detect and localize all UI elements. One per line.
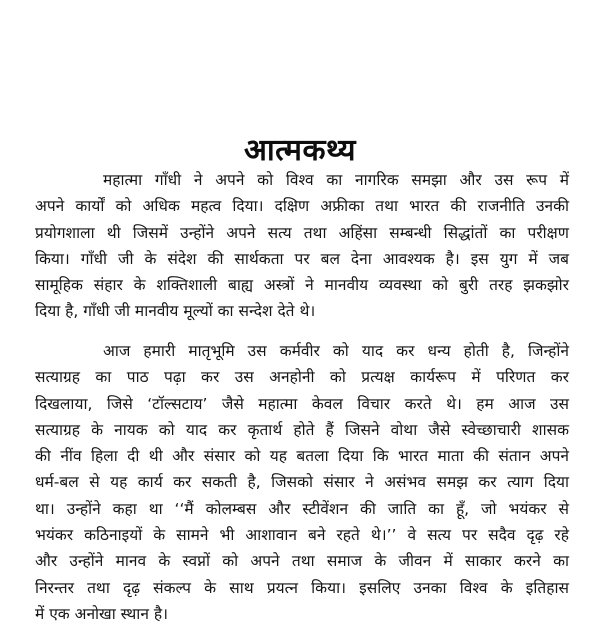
text-line: दिया है, गाँधी जी मानवीय मूल्यों का सन्देश देते थे। — [35, 302, 316, 321]
text-line: की नींव हिला दी थी और संसार को यह बतला दिया कि भारत माता की संतान अपने — [35, 447, 569, 466]
text-line: और उन्होंने मानव के स्वप्नों को अपने तथा समाज के जीवन में साकार करने का — [35, 552, 569, 571]
paragraph-2 — [35, 338, 569, 627]
text-line: सत्याग्रह का पाठ पढ़ा कर उस अनहोनी को प्रत्यक्ष कार्यरूप में परिणत कर — [35, 368, 569, 387]
paragraph-1 — [35, 167, 569, 325]
text-line: में एक अनोखा स्थान है। — [35, 604, 168, 623]
text-line: धर्म-बल से यह कार्य कर सकती है, जिसको संसार ने असंभव समझ कर त्याग दिया — [35, 473, 569, 492]
page-title: आत्मकथ्य — [243, 133, 357, 169]
text-line: प्रयोगशाला थी जिसमें उन्होंने अपने सत्य तथा अहिंसा सम्बन्धी सिद्धांतों का परीक्षण — [35, 223, 569, 242]
text-line: किया। गाँधी जी के संदेश की सार्थकता पर बल देना आवश्यक है। इस युग में जब — [35, 249, 569, 268]
text-line: सामूहिक संहार के शक्तिशाली बाह्य अस्त्रों ने मानवीय व्यवस्था को बुरी तरह झकझोर — [35, 276, 569, 295]
text-line: निरन्तर तथा दृढ़ संकल्प के साथ प्रयत्न किया। इसलिए उनका विश्व के इतिहास — [35, 578, 569, 597]
text-line: दिखलाया, जिसे ‘टॉल्सटाय’ जैसे महात्मा केवल विचार करते थे। हम आज उस — [35, 394, 569, 413]
text-line: भयंकर कठिनाइयों के सामने भी आशावान बने रहते थे।’’ वे सत्य पर सदैव दृढ़ रहे — [35, 526, 569, 545]
text-line: महात्मा गाँधी ने अपने को विश्व का नागरिक समझा और उस रूप में — [103, 171, 569, 189]
text-line: आज हमारी मातृभूमि उस कर्मवीर को याद कर धन्य होती है, जिन्होंने — [103, 342, 569, 360]
text-line: अपने कार्यों को अधिक महत्व दिया। दक्षिण अफ्रीका तथा भारत की राजनीति उनकी — [35, 197, 569, 216]
text-line: था। उन्होंने कहा था ‘‘मैं कोलम्बस और स्टीवेंशन की जाति का हूँ, जो भयंकर से — [35, 499, 569, 518]
text-line: सत्याग्रह के नायक को याद कर कृतार्थ होते हैं जिसने वोथा जैसे स्वेच्छाचारी शासक — [35, 420, 569, 439]
